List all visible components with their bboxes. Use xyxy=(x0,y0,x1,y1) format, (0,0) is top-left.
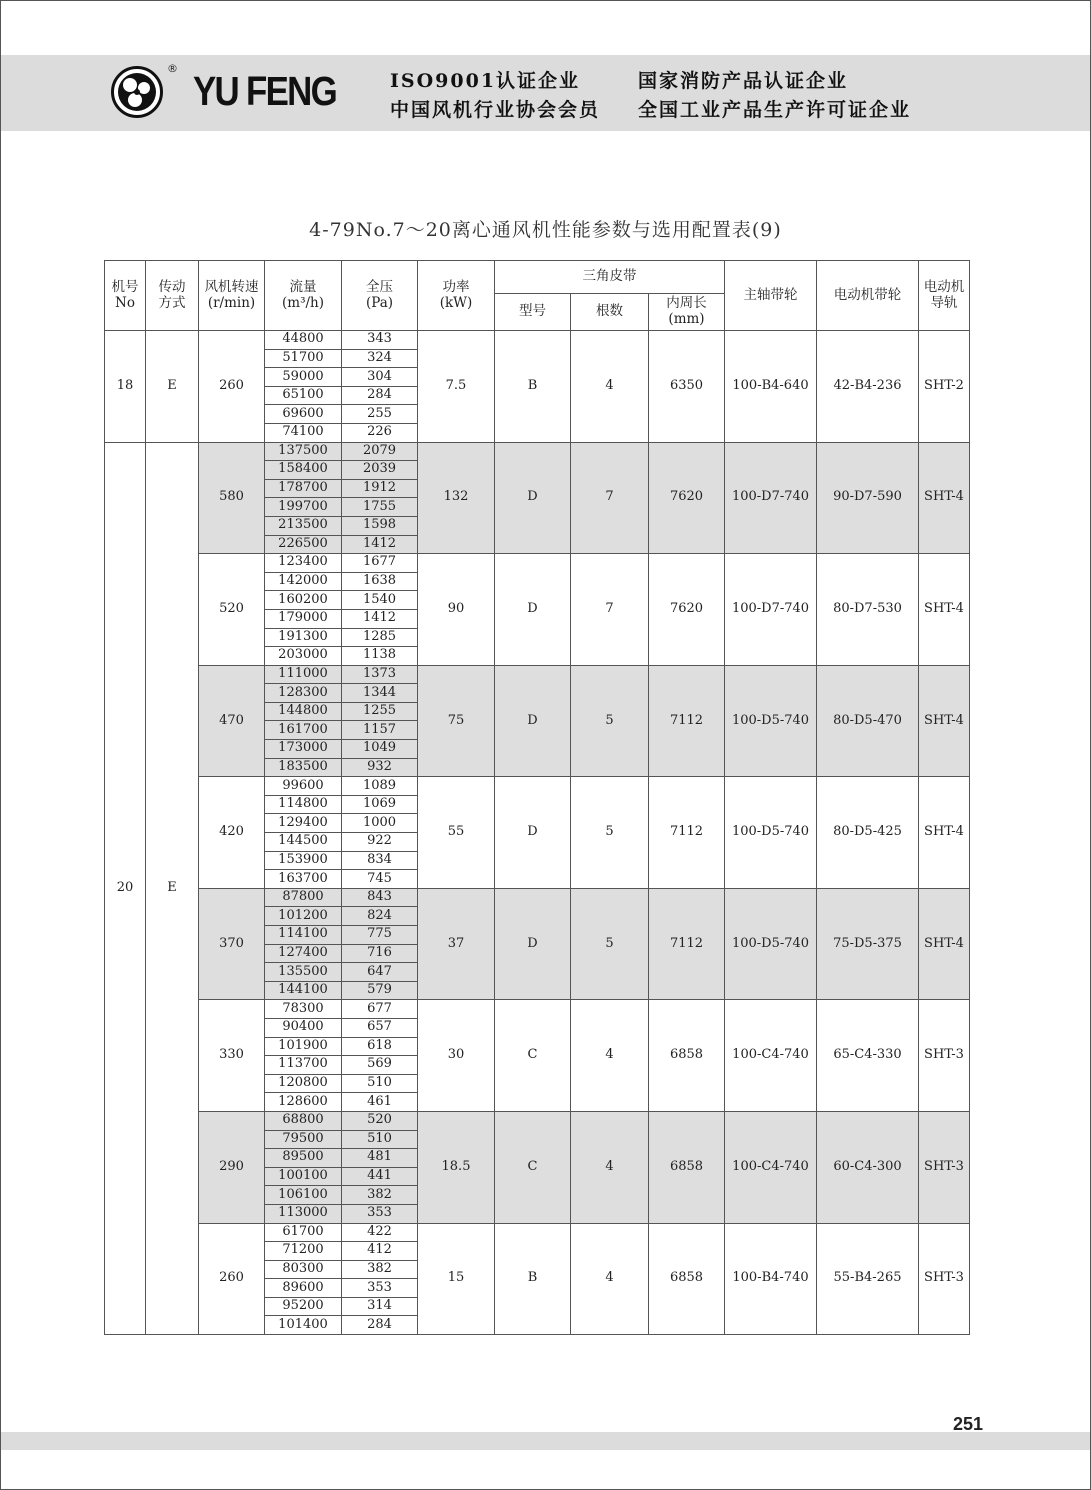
fan-logo-icon xyxy=(111,66,163,118)
fan-performance-table xyxy=(104,260,970,1335)
flow-cell: 179000 xyxy=(265,609,342,628)
flow-cell: 95200 xyxy=(265,1297,342,1316)
table-row xyxy=(105,1223,970,1242)
pressure-cell: 382 xyxy=(342,1260,418,1279)
pressure-cell: 1069 xyxy=(342,795,418,814)
flow-cell: 100100 xyxy=(265,1167,342,1186)
flow-cell: 61700 xyxy=(265,1223,342,1242)
pressure-cell: 343 xyxy=(342,331,418,350)
pressure-cell: 647 xyxy=(342,963,418,982)
belt-length-cell: 6858 xyxy=(649,1111,725,1223)
pressure-cell: 834 xyxy=(342,851,418,870)
cert-license: 全国工业产品生产许可证企业 xyxy=(638,99,912,121)
col-header-belt: 三角皮带 xyxy=(495,261,725,294)
motor-rail-cell: SHT-3 xyxy=(919,1111,970,1223)
col-header-belt-count: 根数 xyxy=(571,294,649,331)
power-cell: 15 xyxy=(418,1223,495,1335)
flow-cell: 101200 xyxy=(265,907,342,926)
flow-cell: 114100 xyxy=(265,926,342,945)
pressure-cell: 441 xyxy=(342,1167,418,1186)
belt-count-cell: 4 xyxy=(571,1223,649,1335)
pressure-cell: 2039 xyxy=(342,461,418,480)
flow-cell: 74100 xyxy=(265,423,342,442)
pressure-cell: 2079 xyxy=(342,442,418,461)
motor-pulley-cell: 60-C4-300 xyxy=(817,1111,919,1223)
pressure-cell: 461 xyxy=(342,1093,418,1112)
flow-cell: 128300 xyxy=(265,684,342,703)
motor-pulley-cell: 80-D5-470 xyxy=(817,665,919,777)
motor-rail-cell: SHT-4 xyxy=(919,888,970,1000)
power-cell: 18.5 xyxy=(418,1111,495,1223)
table-row xyxy=(105,331,970,350)
motor-rail-cell: SHT-3 xyxy=(919,1000,970,1112)
pressure-cell: 520 xyxy=(342,1111,418,1130)
belt-length-cell: 6858 xyxy=(649,1223,725,1335)
col-header-flow: 流量 (m³/h) xyxy=(265,261,342,331)
pressure-cell: 843 xyxy=(342,888,418,907)
flow-cell: 44800 xyxy=(265,331,342,350)
page-number: 251 xyxy=(953,1414,984,1434)
motor-pulley-cell: 42-B4-236 xyxy=(817,331,919,443)
motor-pulley-cell: 55-B4-265 xyxy=(817,1223,919,1335)
pressure-cell: 353 xyxy=(342,1204,418,1223)
pressure-cell: 1255 xyxy=(342,702,418,721)
motor-rail-cell: SHT-2 xyxy=(919,331,970,443)
belt-length-cell: 6858 xyxy=(649,1000,725,1112)
pressure-cell: 481 xyxy=(342,1149,418,1168)
pressure-cell: 324 xyxy=(342,349,418,368)
table-row xyxy=(105,888,970,907)
flow-cell: 78300 xyxy=(265,1000,342,1019)
pressure-cell: 1138 xyxy=(342,647,418,666)
col-header-no: 机号 No xyxy=(105,261,146,331)
pressure-cell: 579 xyxy=(342,981,418,1000)
flow-cell: 89500 xyxy=(265,1149,342,1168)
flow-cell: 129400 xyxy=(265,814,342,833)
flow-cell: 226500 xyxy=(265,535,342,554)
belt-type-cell: D xyxy=(495,777,571,889)
motor-rail-cell: SHT-4 xyxy=(919,665,970,777)
motor-rail-cell: SHT-3 xyxy=(919,1223,970,1335)
pressure-cell: 284 xyxy=(342,1316,418,1335)
pressure-cell: 510 xyxy=(342,1074,418,1093)
col-header-motor-pulley: 电动机带轮 xyxy=(817,261,919,331)
belt-count-cell: 4 xyxy=(571,1000,649,1112)
col-header-speed: 风机转速 (r/min) xyxy=(199,261,265,331)
belt-count-cell: 5 xyxy=(571,888,649,1000)
belt-type-cell: C xyxy=(495,1111,571,1223)
belt-type-cell: D xyxy=(495,442,571,554)
belt-type-cell: D xyxy=(495,665,571,777)
power-cell: 75 xyxy=(418,665,495,777)
power-cell: 7.5 xyxy=(418,331,495,443)
motor-rail-cell: SHT-4 xyxy=(919,777,970,889)
flow-cell: 158400 xyxy=(265,461,342,480)
flow-cell: 144500 xyxy=(265,833,342,852)
flow-cell: 142000 xyxy=(265,572,342,591)
col-header-belt-length: 内周长 (mm) xyxy=(649,294,725,331)
pressure-cell: 657 xyxy=(342,1018,418,1037)
motor-pulley-cell: 75-D5-375 xyxy=(817,888,919,1000)
flow-cell: 65100 xyxy=(265,386,342,405)
belt-type-cell: B xyxy=(495,331,571,443)
power-cell: 132 xyxy=(418,442,495,554)
pressure-cell: 618 xyxy=(342,1037,418,1056)
cert-fire: 国家消防产品认证企业 xyxy=(638,70,849,92)
spindle-pulley-cell: 100-C4-740 xyxy=(725,1000,817,1112)
pressure-cell: 510 xyxy=(342,1130,418,1149)
belt-type-cell: B xyxy=(495,1223,571,1335)
speed-cell: 260 xyxy=(199,331,265,443)
flow-cell: 153900 xyxy=(265,851,342,870)
speed-cell: 330 xyxy=(199,1000,265,1112)
speed-cell: 420 xyxy=(199,777,265,889)
belt-count-cell: 5 xyxy=(571,777,649,889)
belt-type-cell: C xyxy=(495,1000,571,1112)
spindle-pulley-cell: 100-D5-740 xyxy=(725,888,817,1000)
belt-type-cell: D xyxy=(495,554,571,666)
pressure-cell: 932 xyxy=(342,758,418,777)
speed-cell: 580 xyxy=(199,442,265,554)
pressure-cell: 1540 xyxy=(342,591,418,610)
pressure-cell: 412 xyxy=(342,1242,418,1261)
pressure-cell: 226 xyxy=(342,423,418,442)
power-cell: 55 xyxy=(418,777,495,889)
speed-cell: 370 xyxy=(199,888,265,1000)
col-header-drive: 传动 方式 xyxy=(146,261,199,331)
motor-pulley-cell: 80-D7-530 xyxy=(817,554,919,666)
footer-band xyxy=(1,1432,1090,1450)
col-header-rail: 电动机 导轨 xyxy=(919,261,970,331)
flow-cell: 135500 xyxy=(265,963,342,982)
motor-pulley-cell: 90-D7-590 xyxy=(817,442,919,554)
pressure-cell: 1089 xyxy=(342,777,418,796)
power-cell: 30 xyxy=(418,1000,495,1112)
flow-cell: 101400 xyxy=(265,1316,342,1335)
flow-cell: 213500 xyxy=(265,516,342,535)
pressure-cell: 314 xyxy=(342,1297,418,1316)
speed-cell: 520 xyxy=(199,554,265,666)
cert-iso: ISO9001认证企业 xyxy=(390,70,581,92)
pressure-cell: 1412 xyxy=(342,609,418,628)
flow-cell: 127400 xyxy=(265,944,342,963)
flow-cell: 106100 xyxy=(265,1186,342,1205)
drive-type-cell: E xyxy=(146,442,199,1335)
pressure-cell: 1049 xyxy=(342,740,418,759)
speed-cell: 260 xyxy=(199,1223,265,1335)
spindle-pulley-cell: 100-D5-740 xyxy=(725,665,817,777)
flow-cell: 101900 xyxy=(265,1037,342,1056)
pressure-cell: 255 xyxy=(342,405,418,424)
flow-cell: 137500 xyxy=(265,442,342,461)
registered-mark: ® xyxy=(167,62,178,75)
belt-count-cell: 7 xyxy=(571,442,649,554)
pressure-cell: 1912 xyxy=(342,479,418,498)
belt-length-cell: 7620 xyxy=(649,554,725,666)
table-row xyxy=(105,1000,970,1019)
pressure-cell: 716 xyxy=(342,944,418,963)
pressure-cell: 1157 xyxy=(342,721,418,740)
flow-cell: 160200 xyxy=(265,591,342,610)
spindle-pulley-cell: 100-B4-740 xyxy=(725,1223,817,1335)
brand-name: YU FENG xyxy=(193,68,337,114)
flow-cell: 113700 xyxy=(265,1056,342,1075)
col-header-power: 功率 (kW) xyxy=(418,261,495,331)
pressure-cell: 775 xyxy=(342,926,418,945)
pressure-cell: 1598 xyxy=(342,516,418,535)
flow-cell: 111000 xyxy=(265,665,342,684)
pressure-cell: 824 xyxy=(342,907,418,926)
table-row xyxy=(105,442,970,461)
belt-type-cell: D xyxy=(495,888,571,1000)
spindle-pulley-cell: 100-B4-640 xyxy=(725,331,817,443)
flow-cell: 199700 xyxy=(265,498,342,517)
motor-rail-cell: SHT-4 xyxy=(919,442,970,554)
pressure-cell: 1000 xyxy=(342,814,418,833)
pressure-cell: 382 xyxy=(342,1186,418,1205)
power-cell: 37 xyxy=(418,888,495,1000)
pressure-cell: 677 xyxy=(342,1000,418,1019)
belt-length-cell: 7112 xyxy=(649,777,725,889)
belt-count-cell: 5 xyxy=(571,665,649,777)
flow-cell: 59000 xyxy=(265,368,342,387)
motor-pulley-cell: 80-D5-425 xyxy=(817,777,919,889)
pressure-cell: 922 xyxy=(342,833,418,852)
flow-cell: 99600 xyxy=(265,777,342,796)
flow-cell: 113000 xyxy=(265,1204,342,1223)
belt-length-cell: 7112 xyxy=(649,888,725,1000)
flow-cell: 161700 xyxy=(265,721,342,740)
pressure-cell: 569 xyxy=(342,1056,418,1075)
pressure-cell: 1344 xyxy=(342,684,418,703)
motor-rail-cell: SHT-4 xyxy=(919,554,970,666)
belt-count-cell: 4 xyxy=(571,331,649,443)
col-header-belt-type: 型号 xyxy=(495,294,571,331)
belt-count-cell: 4 xyxy=(571,1111,649,1223)
flow-cell: 144800 xyxy=(265,702,342,721)
table-row xyxy=(105,665,970,684)
page-title: 4-79No.7～20离心通风机性能参数与选用配置表(9) xyxy=(309,219,782,241)
power-cell: 90 xyxy=(418,554,495,666)
flow-cell: 90400 xyxy=(265,1018,342,1037)
flow-cell: 80300 xyxy=(265,1260,342,1279)
belt-length-cell: 6350 xyxy=(649,331,725,443)
drive-type-cell: E xyxy=(146,331,199,443)
flow-cell: 173000 xyxy=(265,740,342,759)
belt-length-cell: 7620 xyxy=(649,442,725,554)
pressure-cell: 745 xyxy=(342,870,418,889)
flow-cell: 89600 xyxy=(265,1279,342,1298)
spindle-pulley-cell: 100-D7-740 xyxy=(725,554,817,666)
flow-cell: 51700 xyxy=(265,349,342,368)
cert-association: 中国风机行业协会会员 xyxy=(390,99,601,121)
col-header-spindle-pulley: 主轴带轮 xyxy=(725,261,817,331)
motor-pulley-cell: 65-C4-330 xyxy=(817,1000,919,1112)
belt-length-cell: 7112 xyxy=(649,665,725,777)
pressure-cell: 422 xyxy=(342,1223,418,1242)
table-row xyxy=(105,554,970,573)
flow-cell: 68800 xyxy=(265,1111,342,1130)
pressure-cell: 1677 xyxy=(342,554,418,573)
col-header-pressure: 全压 (Pa) xyxy=(342,261,418,331)
flow-cell: 87800 xyxy=(265,888,342,907)
pressure-cell: 1373 xyxy=(342,665,418,684)
pressure-cell: 1412 xyxy=(342,535,418,554)
table-row xyxy=(105,777,970,796)
table-row xyxy=(105,1111,970,1130)
speed-cell: 290 xyxy=(199,1111,265,1223)
flow-cell: 144100 xyxy=(265,981,342,1000)
speed-cell: 470 xyxy=(199,665,265,777)
spindle-pulley-cell: 100-C4-740 xyxy=(725,1111,817,1223)
pressure-cell: 353 xyxy=(342,1279,418,1298)
pressure-cell: 284 xyxy=(342,386,418,405)
spindle-pulley-cell: 100-D7-740 xyxy=(725,442,817,554)
pressure-cell: 1638 xyxy=(342,572,418,591)
flow-cell: 120800 xyxy=(265,1074,342,1093)
flow-cell: 79500 xyxy=(265,1130,342,1149)
flow-cell: 69600 xyxy=(265,405,342,424)
flow-cell: 114800 xyxy=(265,795,342,814)
belt-count-cell: 7 xyxy=(571,554,649,666)
flow-cell: 203000 xyxy=(265,647,342,666)
model-number-cell: 20 xyxy=(105,442,146,1335)
flow-cell: 163700 xyxy=(265,870,342,889)
flow-cell: 191300 xyxy=(265,628,342,647)
pressure-cell: 1755 xyxy=(342,498,418,517)
pressure-cell: 304 xyxy=(342,368,418,387)
flow-cell: 183500 xyxy=(265,758,342,777)
flow-cell: 71200 xyxy=(265,1242,342,1261)
pressure-cell: 1285 xyxy=(342,628,418,647)
flow-cell: 123400 xyxy=(265,554,342,573)
spindle-pulley-cell: 100-D5-740 xyxy=(725,777,817,889)
model-number-cell: 18 xyxy=(105,331,146,443)
flow-cell: 128600 xyxy=(265,1093,342,1112)
flow-cell: 178700 xyxy=(265,479,342,498)
